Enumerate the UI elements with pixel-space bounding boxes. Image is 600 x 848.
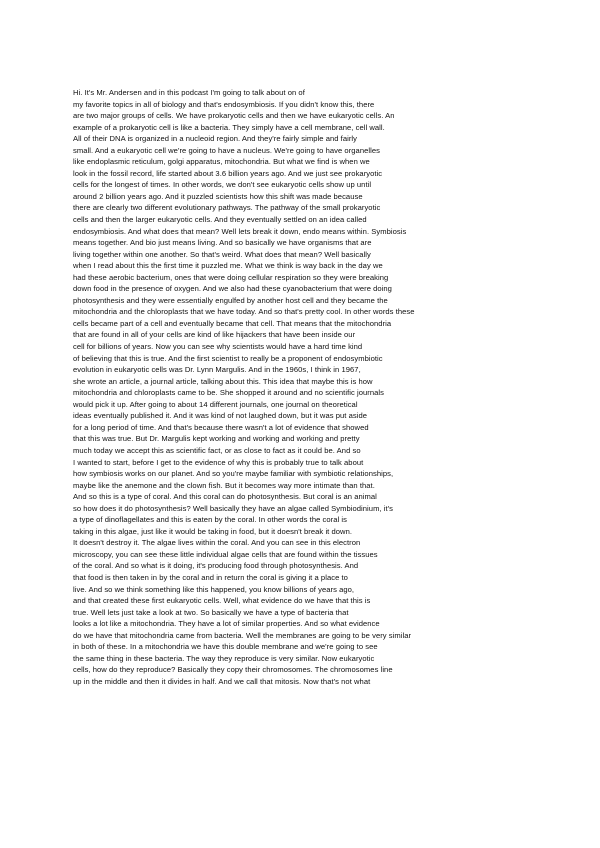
transcript-line: small. And a eukaryotic cell we're going to have a nucleus. We're going to have organelles [73, 145, 380, 155]
transcript-line: ideas eventually published it. And it was kind of not laughed down, but it was put aside [73, 411, 367, 421]
transcript-line: mitochondria and chloroplasts came to be. She shopped it around and no scientific journals [73, 388, 384, 398]
transcript-line: live. And so we think something like this happened, you know billions of years ago, [73, 584, 355, 594]
transcript-line: my favorite topics in all of biology and that's endosymbiosis. If you didn't know this, there [73, 99, 375, 109]
transcript-line: true. Well lets just take a look at two. So basically we have a type of bacteria that [73, 607, 349, 617]
transcript-line: would pick it up. After going to about 14 different journals, one journal on theoretical [73, 399, 358, 409]
transcript-line: that food is then taken in by the coral and in return the coral is giving it a place to [73, 572, 348, 582]
transcript-line: It doesn't destroy it. The algae lives within the coral. And you can see in this electron [73, 538, 361, 548]
transcript-line: example of a prokaryotic cell is like a bacteria. They simply have a cell membrane, cell wall. [73, 122, 385, 132]
transcript-line: much today we accept this as scientific fact, or as close to fact as it could be. And so [73, 445, 361, 455]
transcript-line: that are found in all of your cells are kind of like hijackers that have been inside our [73, 330, 356, 340]
transcript-line: cells, how do they reproduce? Basically they copy their chromosomes. The chromosomes line [73, 665, 393, 675]
transcript-body [73, 87, 573, 687]
transcript-line: had these aerobic bacterium, ones that were doing cellular respiration so they were breaking [73, 272, 389, 282]
transcript-line: for a long period of time. And that's because there wasn't a lot of evidence that showed [73, 422, 369, 432]
transcript-line: cells and then the larger eukaryotic cells. And they eventually settled on an idea called [73, 215, 367, 225]
transcript-line: mitochondria and the chloroplasts that we have today. And so that's pretty cool. In other words these [73, 307, 415, 317]
transcript-line: living together within one another. So that's weird. What does that mean? Well basically [73, 249, 371, 259]
transcript-line: taking in this algae, just like it would be taking in food, but it doesn't break it down. [73, 526, 353, 536]
transcript-line: I wanted to start, before I get to the evidence of why this is probably true to talk about [73, 457, 364, 467]
transcript-line: she wrote an article, a journal article, talking about this. This idea that maybe this is how [73, 376, 373, 386]
transcript-line: do we have that mitochondria came from bacteria. Well the membranes are going to be very similar [73, 630, 412, 640]
transcript-line: so how does it do photosynthesis? Well basically they have an algae called Symbiodinium, it's [73, 503, 394, 513]
transcript-line: that this was true. But Dr. Margulis kept working and working and working and pretty [73, 434, 360, 444]
transcript-line: And so this is a type of coral. And this coral can do photosynthesis. But coral is an animal [73, 492, 377, 502]
transcript-line: cell for billions of years. Now you can see why scientists would have a hard time kind [73, 342, 363, 352]
transcript-line: how symbiosis works on our planet. And so you're maybe familiar with symbiotic relationships, [73, 469, 394, 479]
transcript-line: like endoplasmic reticulum, golgi apparatus, mitochondria. But what we find is when we [73, 157, 370, 167]
transcript-line: there are clearly two different evolutionary pathways. The pathway of the small prokaryotic [73, 203, 381, 213]
transcript-line: evolution in eukaryotic cells was Dr. Lynn Margulis. And in the 1960s, I think in 1967, [73, 365, 361, 375]
transcript-line: of believing that this is true. And the first scientist to really be a proponent of endosymbiotic [73, 353, 383, 363]
transcript-line: looks a lot like a mitochondria. They have a lot of similar properties. And so what evidence [73, 619, 380, 629]
transcript-line: of the coral. And so what is it doing, it's producing food through photosynthesis. And [73, 561, 359, 571]
transcript-line: a type of dinoflagellates and this is eaten by the coral. In other words the coral is [73, 515, 347, 525]
transcript-line: photosynthesis and they were essentially engulfed by another host cell and they became the [73, 295, 388, 305]
transcript-line: maybe like the anemone and the clown fish. But it becomes way more intimate than that. [73, 480, 375, 490]
transcript-line: when I read about this the first time it puzzled me. What we think is way back in the day we [73, 261, 383, 271]
transcript-line: look in the fossil record, life started about 3.6 billion years ago. And we just see prokaryotic [73, 168, 383, 178]
transcript-line: means together. And bio just means living. And so basically we have organisms that are [73, 238, 372, 248]
transcript-line: endosymbiosis. And what does that mean? Well lets break it down, endo means within. Symbiosis [73, 226, 407, 236]
transcript-line: in both of these. In a mitochondria we have this double membrane and we're going to see [73, 642, 378, 652]
transcript-line: are two major groups of cells. We have prokaryotic cells and then we have eukaryotic cells. An [73, 111, 395, 121]
transcript-line: Hi. It's Mr. Andersen and in this podcast I'm going to talk about on of [73, 88, 305, 97]
transcript-line: around 2 billion years ago. And it puzzled scientists how this shift was made because [73, 191, 363, 201]
transcript-line: up in the middle and then it divides in half. And we call that mitosis. Now that's not what [73, 676, 371, 686]
transcript-line: the same thing in these bacteria. The way they reproduce is very similar. Now eukaryotic [73, 653, 375, 663]
transcript-line: cells became part of a cell and eventually became that cell. That means that the mitochondria [73, 318, 392, 328]
transcript-line: All of their DNA is organized in a nucleoid region. And they're fairly simple and fairly [73, 134, 358, 144]
transcript-line: cells for the longest of times. In other words, we don't see eukaryotic cells show up until [73, 180, 372, 190]
transcript-line: microscopy, you can see these little individual algae cells that are found within the tissues [73, 549, 378, 559]
transcript-line: and that created these first eukaryotic cells. Well, what evidence do we have that this is [73, 596, 371, 606]
transcript-line: down food in the presence of oxygen. And we also had these cyanobacterium that were doing [73, 284, 392, 294]
